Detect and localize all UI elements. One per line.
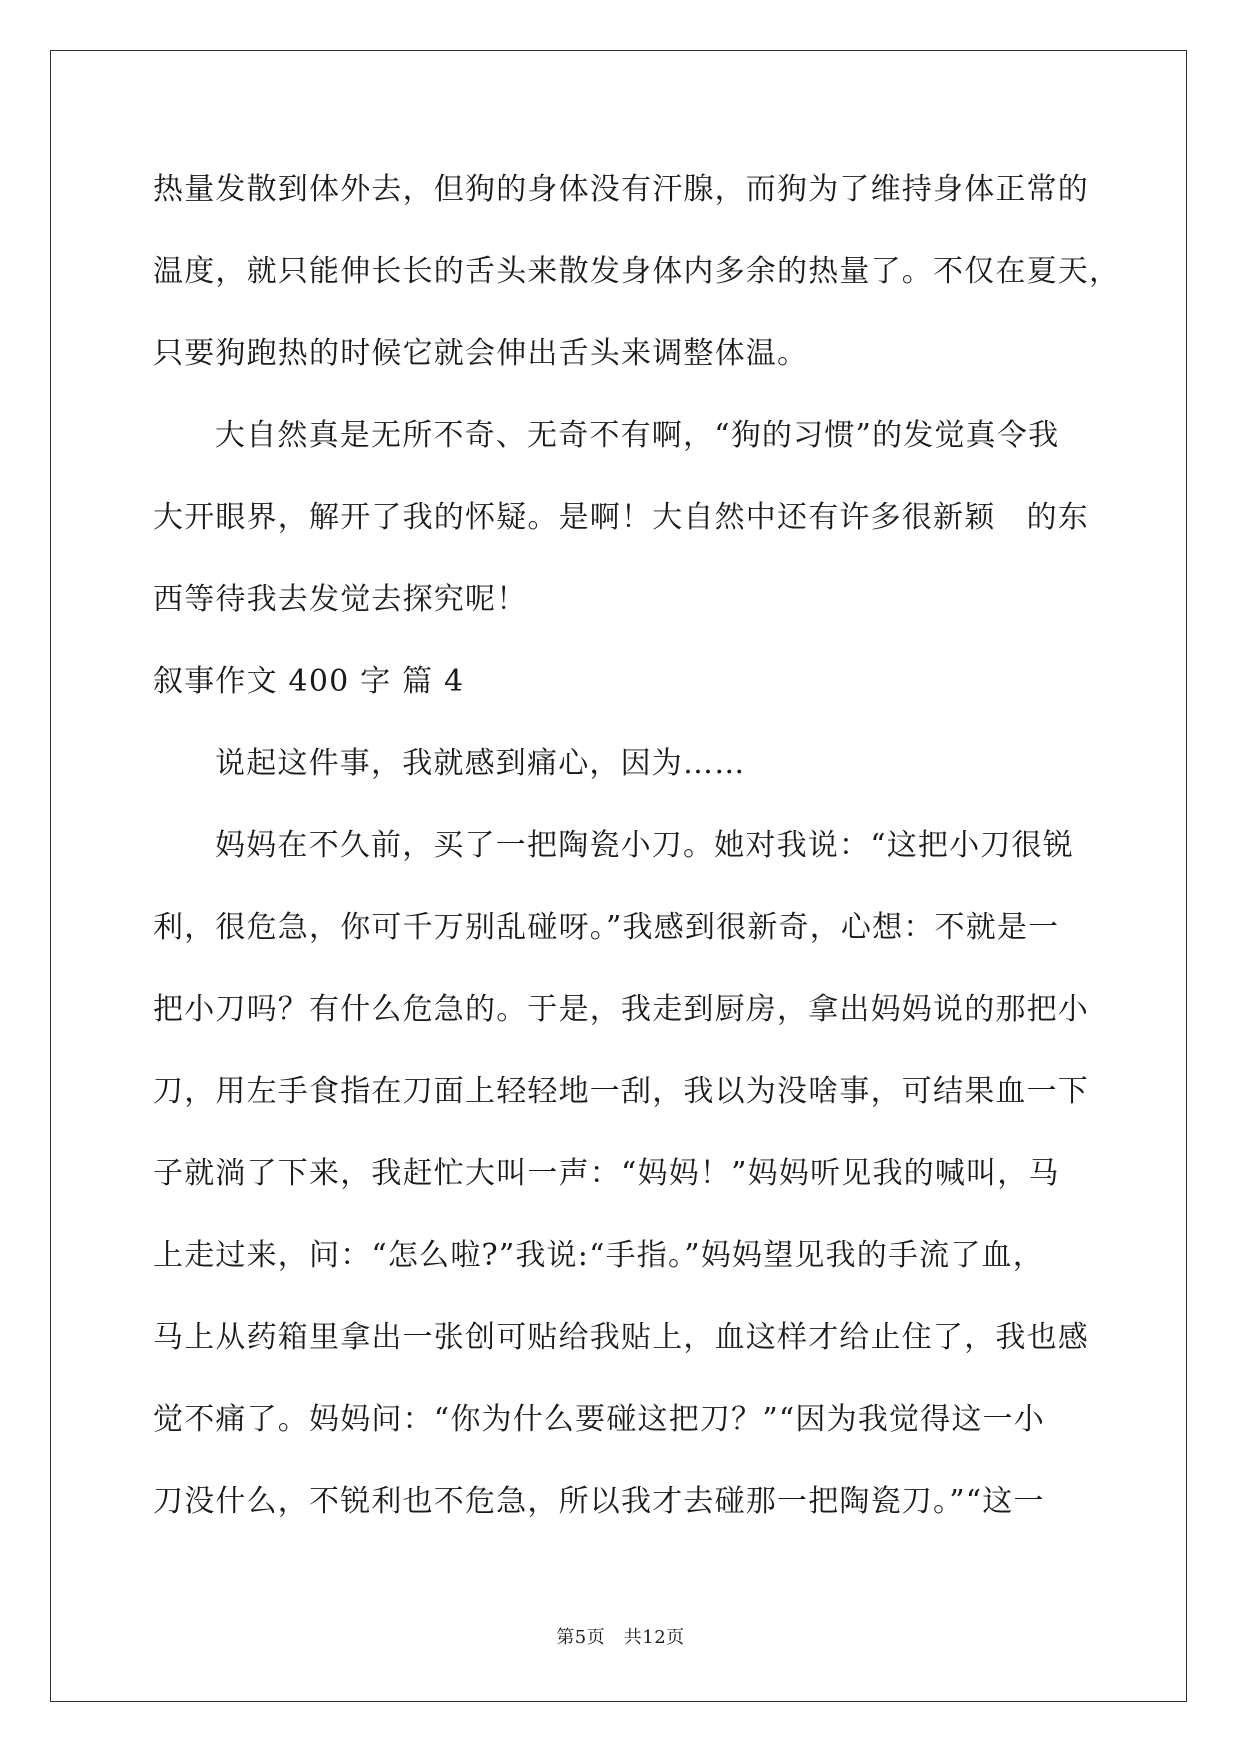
- paragraph-line: 妈妈在不久前，买了一把陶瓷小刀。她对我说：“这把小刀很锐: [215, 828, 1074, 863]
- paragraph-line: 马上从药箱里拿出一张创可贴给我贴上，血这样才给止住了，我也感: [153, 1320, 1089, 1355]
- page-number-footer: 第5页 共12页: [556, 1627, 685, 1648]
- paragraph-line: 刀没什么，不锐利也不危急，所以我才去碰那一把陶瓷刀。”“这一: [153, 1484, 1045, 1519]
- paragraph-line: 只要狗跑热的时候它就会伸出舌头来调整体温。: [153, 336, 809, 371]
- paragraph-line: 西等待我去发觉去探究呢！: [153, 582, 528, 617]
- paragraph-line: 大开眼界，解开了我的怀疑。是啊！大自然中还有许多很新颖 的东: [153, 500, 1089, 535]
- paragraph-line: 热量发散到体外去，但狗的身体没有汗腺，而狗为了维持身体正常的: [153, 172, 1089, 207]
- paragraph-line: 刀，用左手食指在刀面上轻轻地一刮，我以为没啥事，可结果血一下: [153, 1074, 1089, 1109]
- paragraph-line: 大自然真是无所不奇、无奇不有啊，“狗的习惯”的发觉真令我: [215, 418, 1060, 453]
- paragraph-line: 把小刀吗？有什么危急的。于是，我走到厨房，拿出妈妈说的那把小: [153, 992, 1089, 1027]
- paragraph-line: 上走过来，问：“怎么啦?”我说:“手指。”妈妈望见我的手流了血，: [153, 1238, 1044, 1273]
- paragraph-line: 子就淌了下来，我赶忙大叫一声：“妈妈！”妈妈听见我的喊叫，马: [153, 1156, 1060, 1191]
- paragraph-line: 觉不痛了。妈妈问：“你为什么要碰这把刀？”“因为我觉得这一小: [153, 1402, 1046, 1437]
- paragraph-line: 温度，就只能伸长长的舌头来散发身体内多余的热量了。不仅在夏天，: [153, 254, 1121, 289]
- section-heading: 叙事作文 400 字 篇 4: [153, 664, 465, 699]
- paragraph-line: 说起这件事，我就感到痛心，因为……: [215, 746, 746, 781]
- paragraph-line: 利，很危急，你可千万别乱碰呀。”我感到很新奇，心想：不就是一: [153, 910, 1060, 945]
- page-border: [50, 50, 1187, 1702]
